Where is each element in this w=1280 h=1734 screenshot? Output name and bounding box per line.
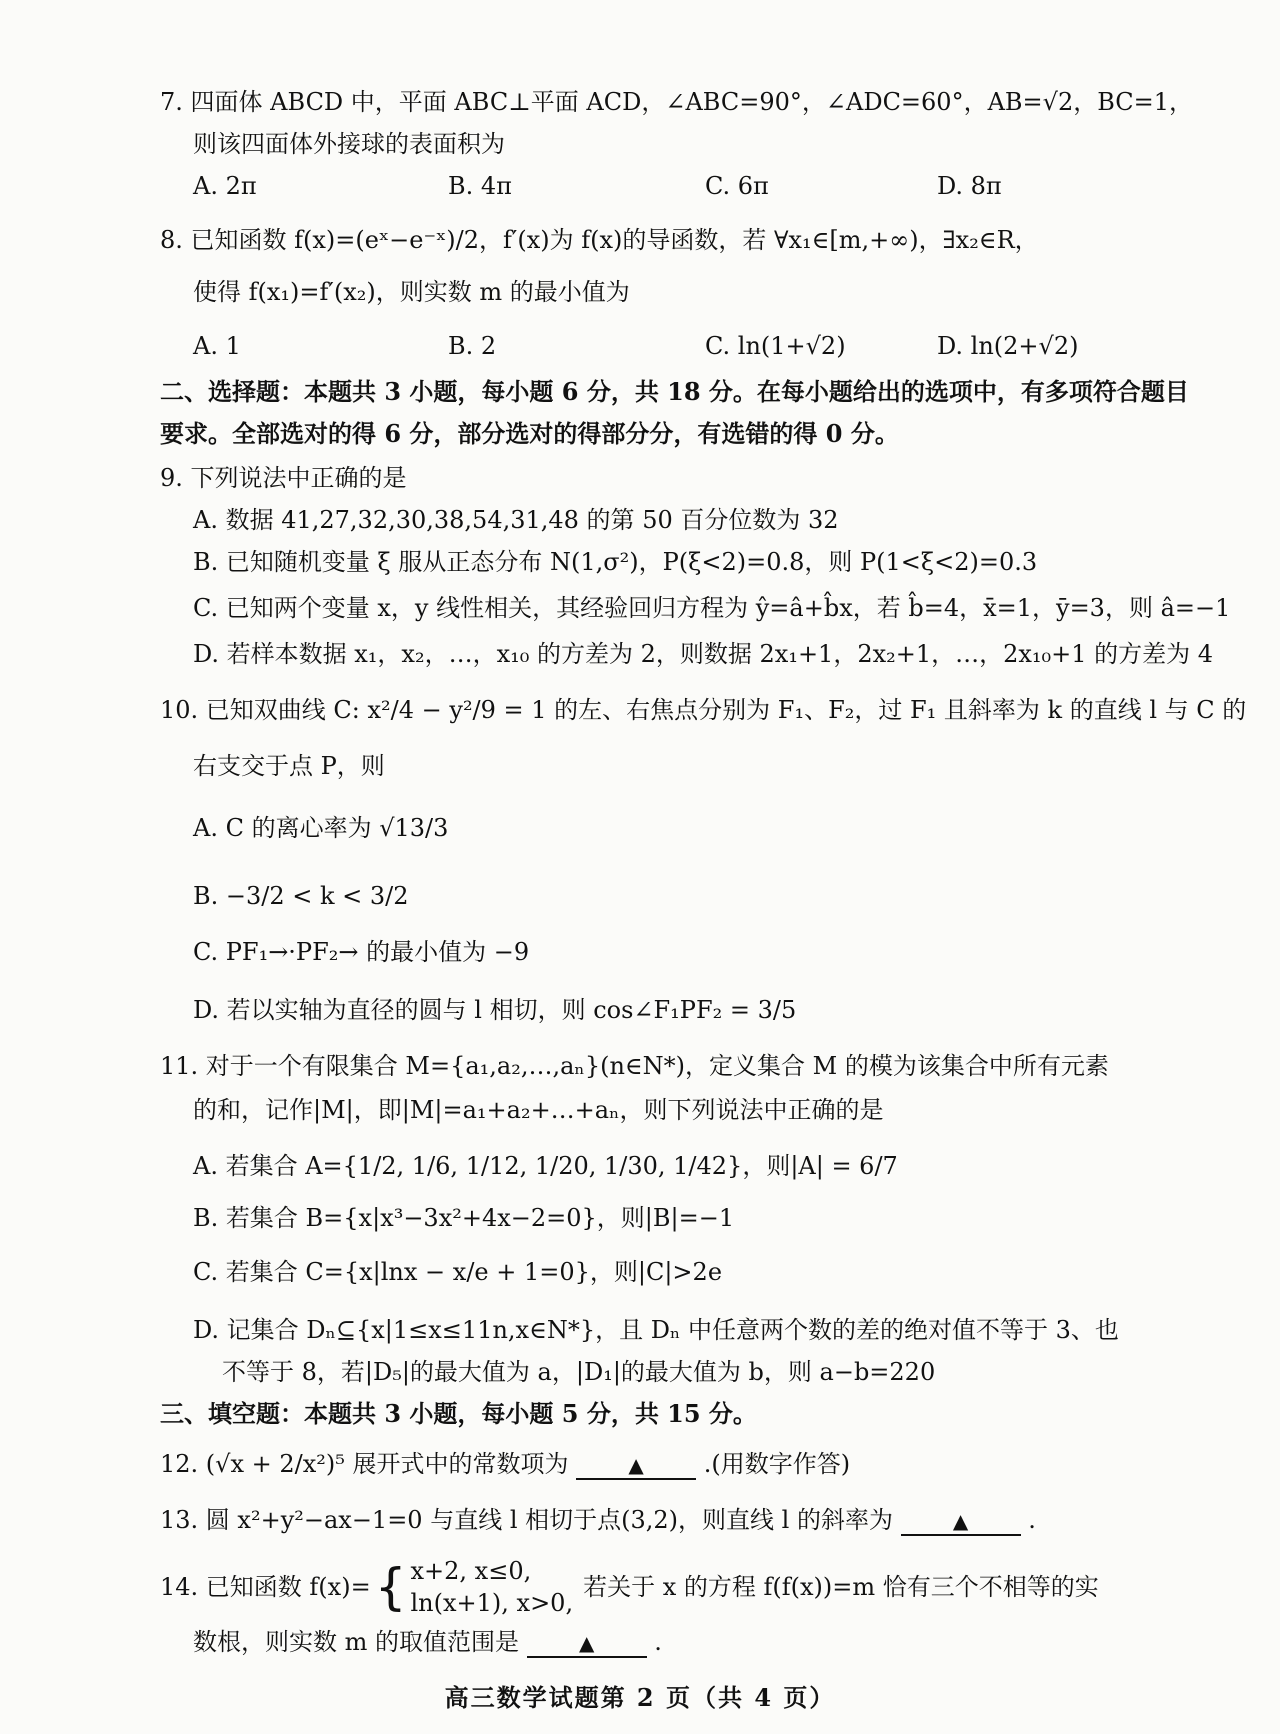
q12-suffix: .(用数字作答) [703, 1450, 851, 1478]
q8-option-a: A. 1 [193, 332, 241, 360]
section2-heading-line2: 要求。全部选对的得 6 分，部分选对的得部分分，有选错的得 0 分。 [160, 419, 899, 448]
q14-line2 [193, 1622, 1190, 1662]
q11-stem-line1: 11. 对于一个有限集合 M={a₁,a₂,…,aₙ}(n∈N*)，定义集合 M 的模为该集合中所有元素 [160, 1052, 1109, 1080]
piecewise-brace: { [374, 1558, 407, 1616]
q7-stem-line2: 则该四面体外接球的表面积为 [193, 130, 505, 158]
q9-option-d: D. 若样本数据 x₁，x₂，…，x₁₀ 的方差为 2，则数据 2x₁+1，2x₂+1，…，2x₁₀+1 的方差为 4 [193, 640, 1214, 668]
piecewise-cases [411, 1555, 574, 1619]
q8-stem-line2: 使得 f(x₁)=f′(x₂)，则实数 m 的最小值为 [193, 278, 630, 306]
q13 [160, 1500, 1190, 1540]
q8-option-c: C. ln(1+√2) [705, 332, 846, 360]
q10-option-b: B. −3/2 < k < 3/2 [193, 882, 409, 910]
q11-option-d-line2: 不等于 8，若|D₅|的最大值为 a，|D₁|的最大值为 b，则 a−b=220 [222, 1358, 936, 1386]
q14-suffix: 若关于 x 的方程 f(f(x))=m 恰有三个不相等的实 [583, 1573, 1099, 1601]
q7-option-b: B. 4π [448, 172, 512, 200]
q11-option-a: A. 若集合 A={1/2, 1/6, 1/12, 1/20, 1/30, 1/42}，则|A| = 6/7 [193, 1152, 898, 1180]
q7-stem-line1: 7. 四面体 ABCD 中，平面 ABC⊥平面 ACD，∠ABC=90°，∠ADC=60°，AB=√2，BC=1， [160, 88, 1194, 116]
q7-option-c: C. 6π [705, 172, 769, 200]
q8-option-d: D. ln(2+√2) [937, 332, 1079, 360]
page-footer: 高三数学试题第 2 页（共 4 页） [444, 1683, 836, 1712]
q9-option-c: C. 已知两个变量 x，y 线性相关，其经验回归方程为 ŷ=â+b̂x，若 b̂=4，x̄=1，ȳ=3，则 â=−1 [193, 594, 1231, 622]
q14-line1 [160, 1552, 1190, 1622]
q14-case-1: x+2, x≤0, [410, 1557, 532, 1585]
q10-option-d: D. 若以实轴为直径的圆与 l 相切，则 cos∠F₁PF₂ = 3/5 [193, 996, 797, 1024]
q12 [160, 1444, 1190, 1484]
q10-option-c: C. PF₁→·PF₂→ 的最小值为 −9 [193, 938, 530, 966]
section3-heading: 三、填空题：本题共 3 小题，每小题 5 分，共 15 分。 [160, 1399, 757, 1428]
q7-options [193, 166, 1193, 206]
section2-heading-line1: 二、选择题：本题共 3 小题，每小题 6 分，共 18 分。在每小题给出的选项中，有多项符合题目 [160, 377, 1189, 406]
q8-option-b: B. 2 [448, 332, 497, 360]
q13-answer-blank[interactable]: ▲ [901, 1508, 1021, 1536]
q14-end: . [654, 1628, 662, 1656]
q11-option-d-line1: D. 记集合 Dₙ⊆{x|1≤x≤11n,x∈N*}，且 Dₙ 中任意两个数的差的绝对值不等于 3、也 [193, 1316, 1119, 1344]
q11-stem-line2: 的和，记作|M|，即|M|=a₁+a₂+…+aₙ，则下列说法中正确的是 [193, 1096, 884, 1124]
q10-stem-line2: 右支交于点 P，则 [193, 752, 385, 780]
q10-option-a: A. C 的离心率为 √13/3 [193, 814, 449, 842]
q14-case-2: ln(x+1), x>0, [410, 1589, 574, 1617]
q11-option-c: C. 若集合 C={x|lnx − x/e + 1=0}，则|C|>2e [193, 1258, 723, 1286]
q7-option-a: A. 2π [193, 172, 257, 200]
q7-option-d: D. 8π [937, 172, 1002, 200]
q12-answer-blank[interactable]: ▲ [576, 1452, 696, 1480]
q10-stem-line1: 10. 已知双曲线 C: x²/4 − y²/9 = 1 的左、右焦点分别为 F₁、F₂，过 F₁ 且斜率为 k 的直线 l 与 C 的 [160, 696, 1247, 724]
q14-answer-blank[interactable]: ▲ [527, 1630, 647, 1658]
q9-stem: 9. 下列说法中正确的是 [160, 464, 407, 492]
q8-stem-line1: 8. 已知函数 f(x)=(eˣ−e⁻ˣ)/2，f′(x)为 f(x)的导函数，若 ∀x₁∈[m,+∞)，∃x₂∈R， [160, 226, 1039, 254]
q14-prefix: 14. 已知函数 f(x)= [160, 1573, 371, 1601]
q12-text: 12. (√x + 2/x²)⁵ 展开式中的常数项为 [160, 1450, 569, 1478]
q13-suffix: . [1028, 1506, 1036, 1534]
q8-options [193, 326, 1193, 366]
q11-option-b: B. 若集合 B={x|x³−3x²+4x−2=0}，则|B|=−1 [193, 1204, 735, 1232]
q9-option-a: A. 数据 41,27,32,30,38,54,31,48 的第 50 百分位数为 32 [193, 506, 839, 534]
q13-text: 13. 圆 x²+y²−ax−1=0 与直线 l 相切于点(3,2)，则直线 l 的斜率为 [160, 1506, 893, 1534]
q14-text-2: 数根，则实数 m 的取值范围是 [193, 1628, 520, 1656]
q9-option-b: B. 已知随机变量 ξ 服从正态分布 N(1,σ²)，P(ξ<2)=0.8，则 P(1<ξ<2)=0.3 [193, 548, 1038, 576]
